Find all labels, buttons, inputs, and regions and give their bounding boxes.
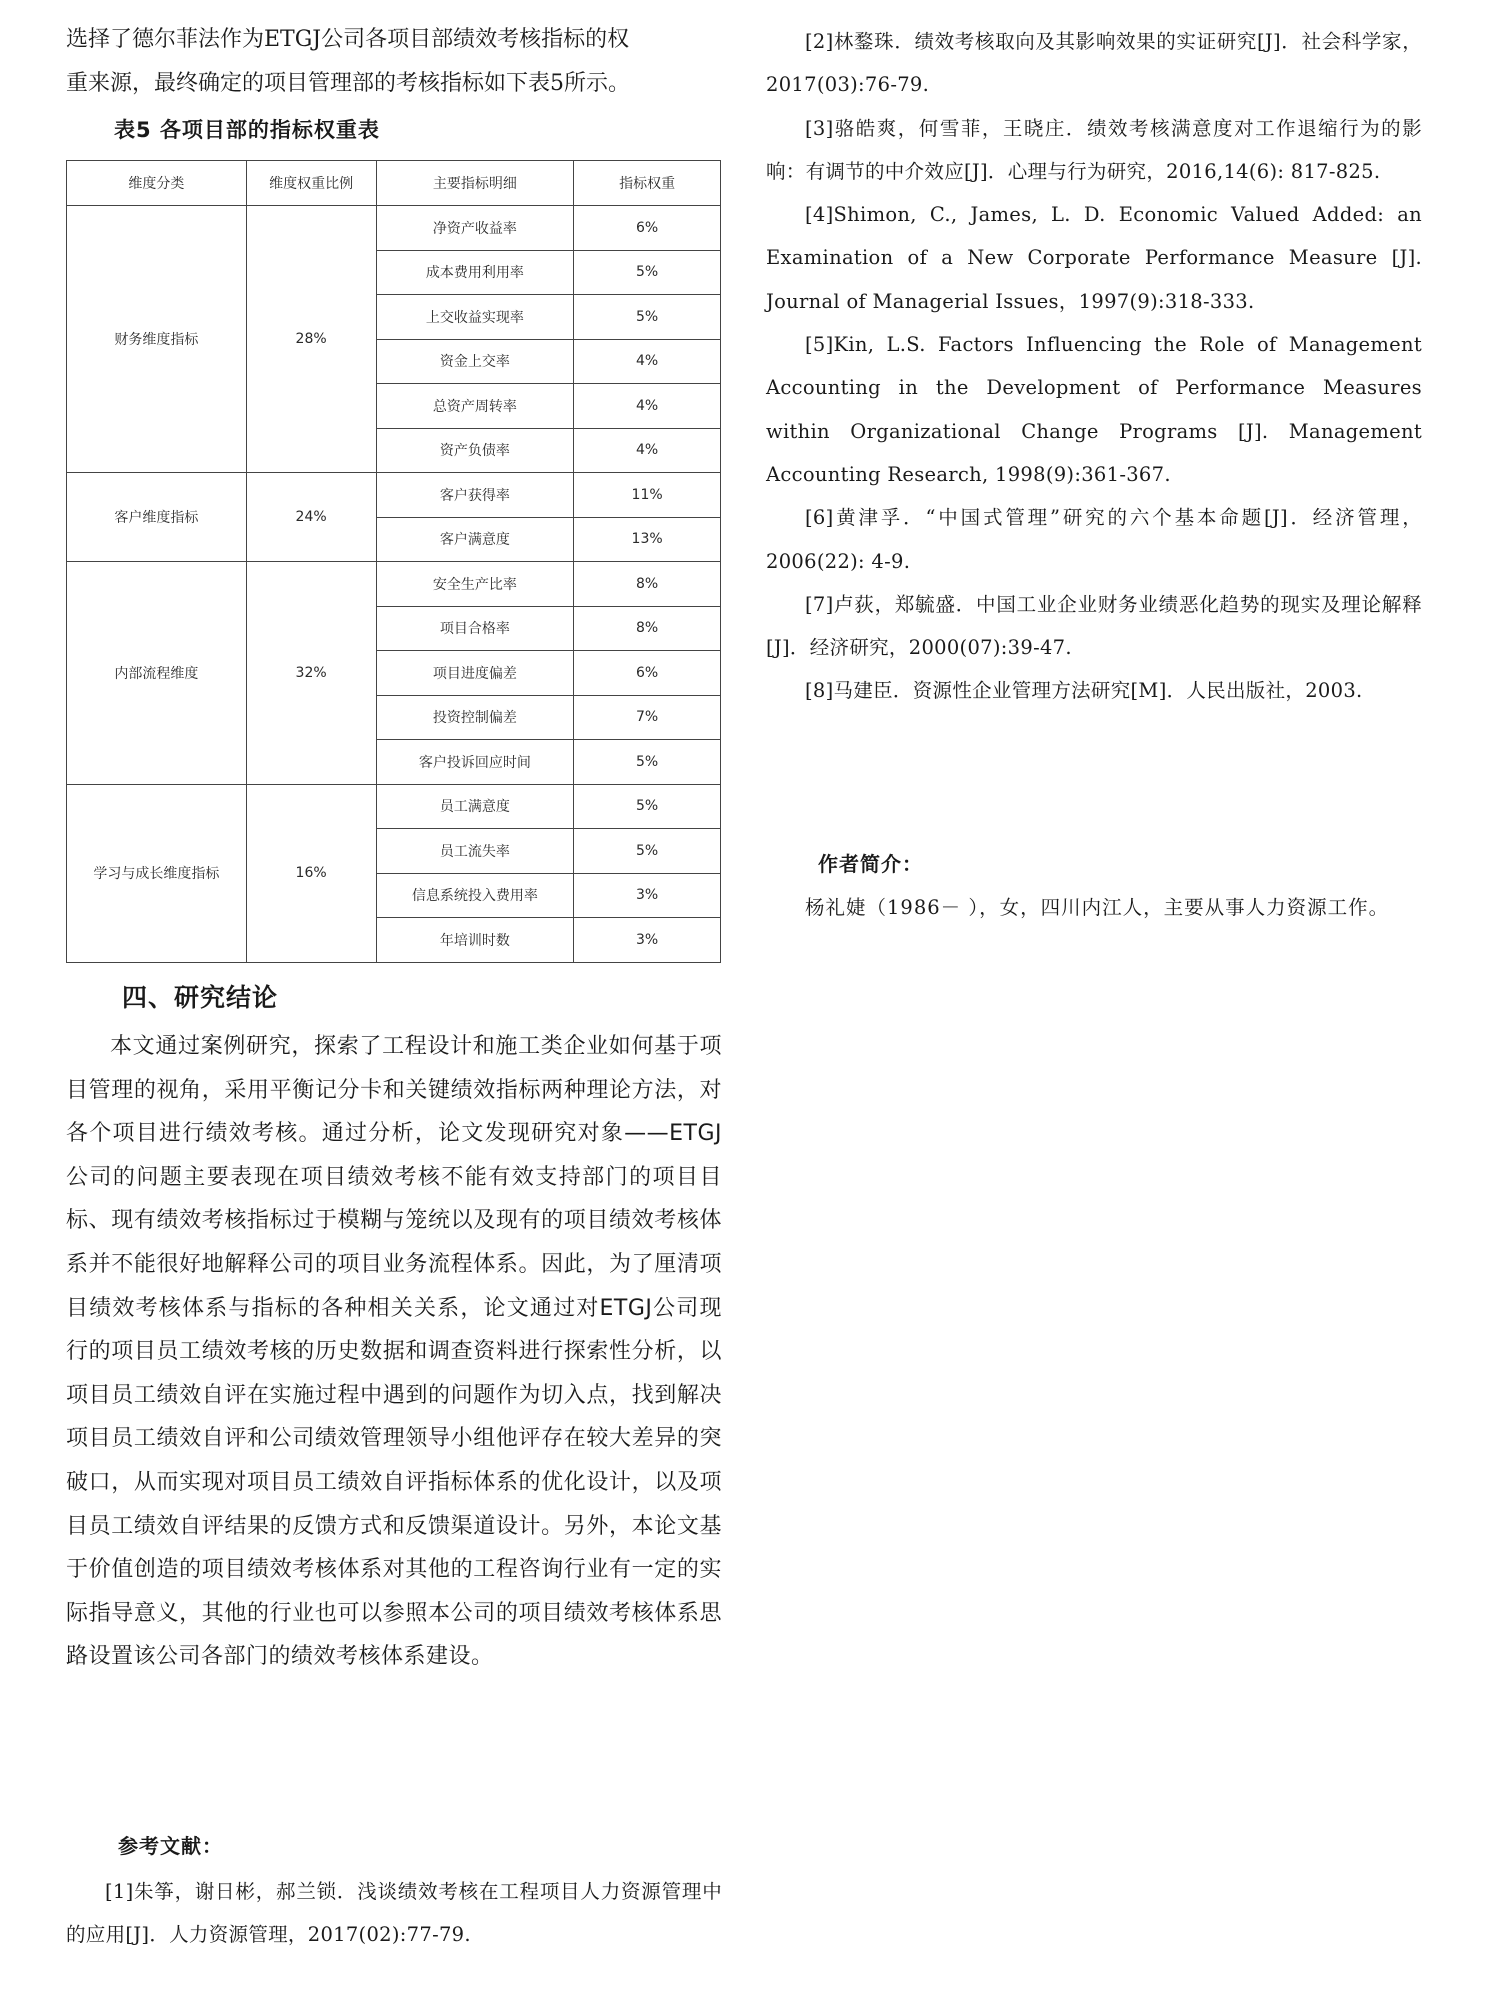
author-bio-title: 作者简介： (818, 852, 923, 876)
indicator-cell: 客户满意度 (376, 517, 574, 562)
indicator-cell: 客户获得率 (376, 473, 574, 518)
dimension-cell: 内部流程维度 (67, 562, 247, 785)
weight-cell: 8% (574, 606, 721, 651)
indicator-cell: 员工流失率 (376, 829, 574, 874)
table-row (67, 562, 721, 607)
table-header-row (67, 161, 721, 206)
indicator-cell: 净资产收益率 (376, 206, 574, 251)
intro-paragraph (66, 18, 722, 105)
reference-item: [3]骆皓爽，何雪菲，王晓庄．绩效考核满意度对工作退缩行为的影响：有调节的中介效应[J]．心理与行为研究，2016,14(6): 817-825. (766, 116, 1422, 183)
reference-item: [8]马建臣．资源性企业管理方法研究[M]．人民出版社，2003. (805, 679, 1363, 703)
weight-cell: 5% (574, 295, 721, 340)
indicator-cell: 成本费用利用率 (376, 250, 574, 295)
weight-cell: 6% (574, 651, 721, 696)
ratio-cell: 32% (246, 562, 376, 785)
indicator-cell: 客户投诉回应时间 (376, 740, 574, 785)
weight-cell: 3% (574, 918, 721, 963)
intro-line-1: 选择了德尔菲法作为ETGJ公司各项目部绩效考核指标的权 (66, 27, 630, 52)
header-ratio: 维度权重比例 (246, 161, 376, 206)
reference-item: [6]黄津孚．“中国式管理”研究的六个基本命题[J]．经济管理，2006(22): 4-9. (766, 506, 1422, 573)
references-title: 参考文献： (118, 1834, 223, 1858)
indicator-cell: 资产负债率 (376, 428, 574, 473)
header-dimension: 维度分类 (67, 161, 247, 206)
weight-cell: 4% (574, 384, 721, 429)
indicator-weight-table (66, 160, 721, 963)
weight-cell: 8% (574, 562, 721, 607)
indicator-cell: 安全生产比率 (376, 562, 574, 607)
left-column (66, 0, 722, 1947)
header-weight: 指标权重 (574, 161, 721, 206)
indicator-cell: 总资产周转率 (376, 384, 574, 429)
indicator-cell: 信息系统投入费用率 (376, 873, 574, 918)
ratio-cell: 24% (246, 473, 376, 562)
conclusion-paragraph: 本文通过案例研究，探索了工程设计和施工类企业如何基于项目管理的视角，采用平衡记分卡和关键绩效指标两种理论方法，对各个项目进行绩效考核。通过分析，论文发现研究对象——ETGJ公司的问题主要表现在项目绩效考核不能有效支持部门的项目目标、现有绩效考核指标过于模糊与笼统以及现有的项目绩效考核体系并不能很好地解释公司的项目业务流程体系。因此，为了厘清项目绩效考核体系与指标的各种相关关系，论文通过对ETGJ公司现行的项目员工绩效考核的历史数据和调查资料进行探索性分析，以项目员工绩效自评在实施过程中遇到的问题作为切入点，找到解决项目员工绩效自评和公司绩效管理领导小组他评存在较大差异的突破口，从而实现对项目员工绩效自评指标体系的优化设计，以及项目员工绩效自评结果的反馈方式和反馈渠道设计。另外，本论文基于价值创造的项目绩效考核体系对其他的工程咨询行业有一定的实际指导意义，其他的行业也可以参照本公司的项目绩效考核体系思路设置该公司各部门的绩效考核体系建设。 (66, 1034, 722, 1670)
reference-item: [2]林鍪珠．绩效考核取向及其影响效果的实证研究[J]．社会科学家，2017(03):76-79. (766, 30, 1422, 97)
dimension-cell: 学习与成长维度指标 (67, 784, 247, 962)
reference-item: [1]朱筝，谢日彬，郝兰锁．浅谈绩效考核在工程项目人力资源管理中的应用[J]．人力资源管理，2017(02):77-79. (66, 1880, 722, 1947)
weight-cell: 4% (574, 339, 721, 384)
weight-cell: 5% (574, 829, 721, 874)
indicator-cell: 资金上交率 (376, 339, 574, 384)
weight-cell: 5% (574, 784, 721, 829)
ratio-cell: 16% (246, 784, 376, 962)
reference-item: [5]Kin, L.S. Factors Influencing the Role of Management Accounting in the Development of Performance Measures within Organizational Change Programs [J]. Management Accounting Research, 1998(9):361-367. (766, 333, 1422, 486)
weight-cell: 6% (574, 206, 721, 251)
table-caption: 表5 各项目部的指标权重表 (114, 118, 380, 142)
ratio-cell: 28% (246, 206, 376, 473)
reference-item: [7]卢荻，郑毓盛．中国工业企业财务业绩恶化趋势的现实及理论解释[J]．经济研究，2000(07):39-47. (766, 592, 1422, 660)
indicator-cell: 员工满意度 (376, 784, 574, 829)
dimension-cell: 财务维度指标 (67, 206, 247, 473)
indicator-cell: 年培训时数 (376, 918, 574, 963)
weight-cell: 13% (574, 517, 721, 562)
reference-list (766, 20, 1422, 713)
table-row (67, 473, 721, 518)
table-row (67, 784, 721, 829)
weight-cell: 7% (574, 695, 721, 740)
dimension-cell: 客户维度指标 (67, 473, 247, 562)
indicator-cell: 投资控制偏差 (376, 695, 574, 740)
reference-item: [4]Shimon, C., James, L. D. Economic Valued Added: an Examination of a New Corporate Performance Measure [J]. Journal of Managerial Issues，1997(9):318-333. (766, 203, 1422, 313)
header-indicator: 主要指标明细 (376, 161, 574, 206)
author-bio-text: 杨礼婕（1986－ ），女，四川内江人，主要从事人力资源工作。 (805, 896, 1390, 919)
indicator-cell: 上交收益实现率 (376, 295, 574, 340)
weight-cell: 11% (574, 473, 721, 518)
table-row (67, 206, 721, 251)
intro-line-2: 重来源，最终确定的项目管理部的考核指标如下表5所示。 (66, 70, 630, 96)
weight-cell: 5% (574, 250, 721, 295)
weight-cell: 4% (574, 428, 721, 473)
section-title: 四、研究结论 (122, 983, 279, 1012)
indicator-cell: 项目合格率 (376, 606, 574, 651)
weight-cell: 5% (574, 740, 721, 785)
weight-cell: 3% (574, 873, 721, 918)
indicator-cell: 项目进度偏差 (376, 651, 574, 696)
